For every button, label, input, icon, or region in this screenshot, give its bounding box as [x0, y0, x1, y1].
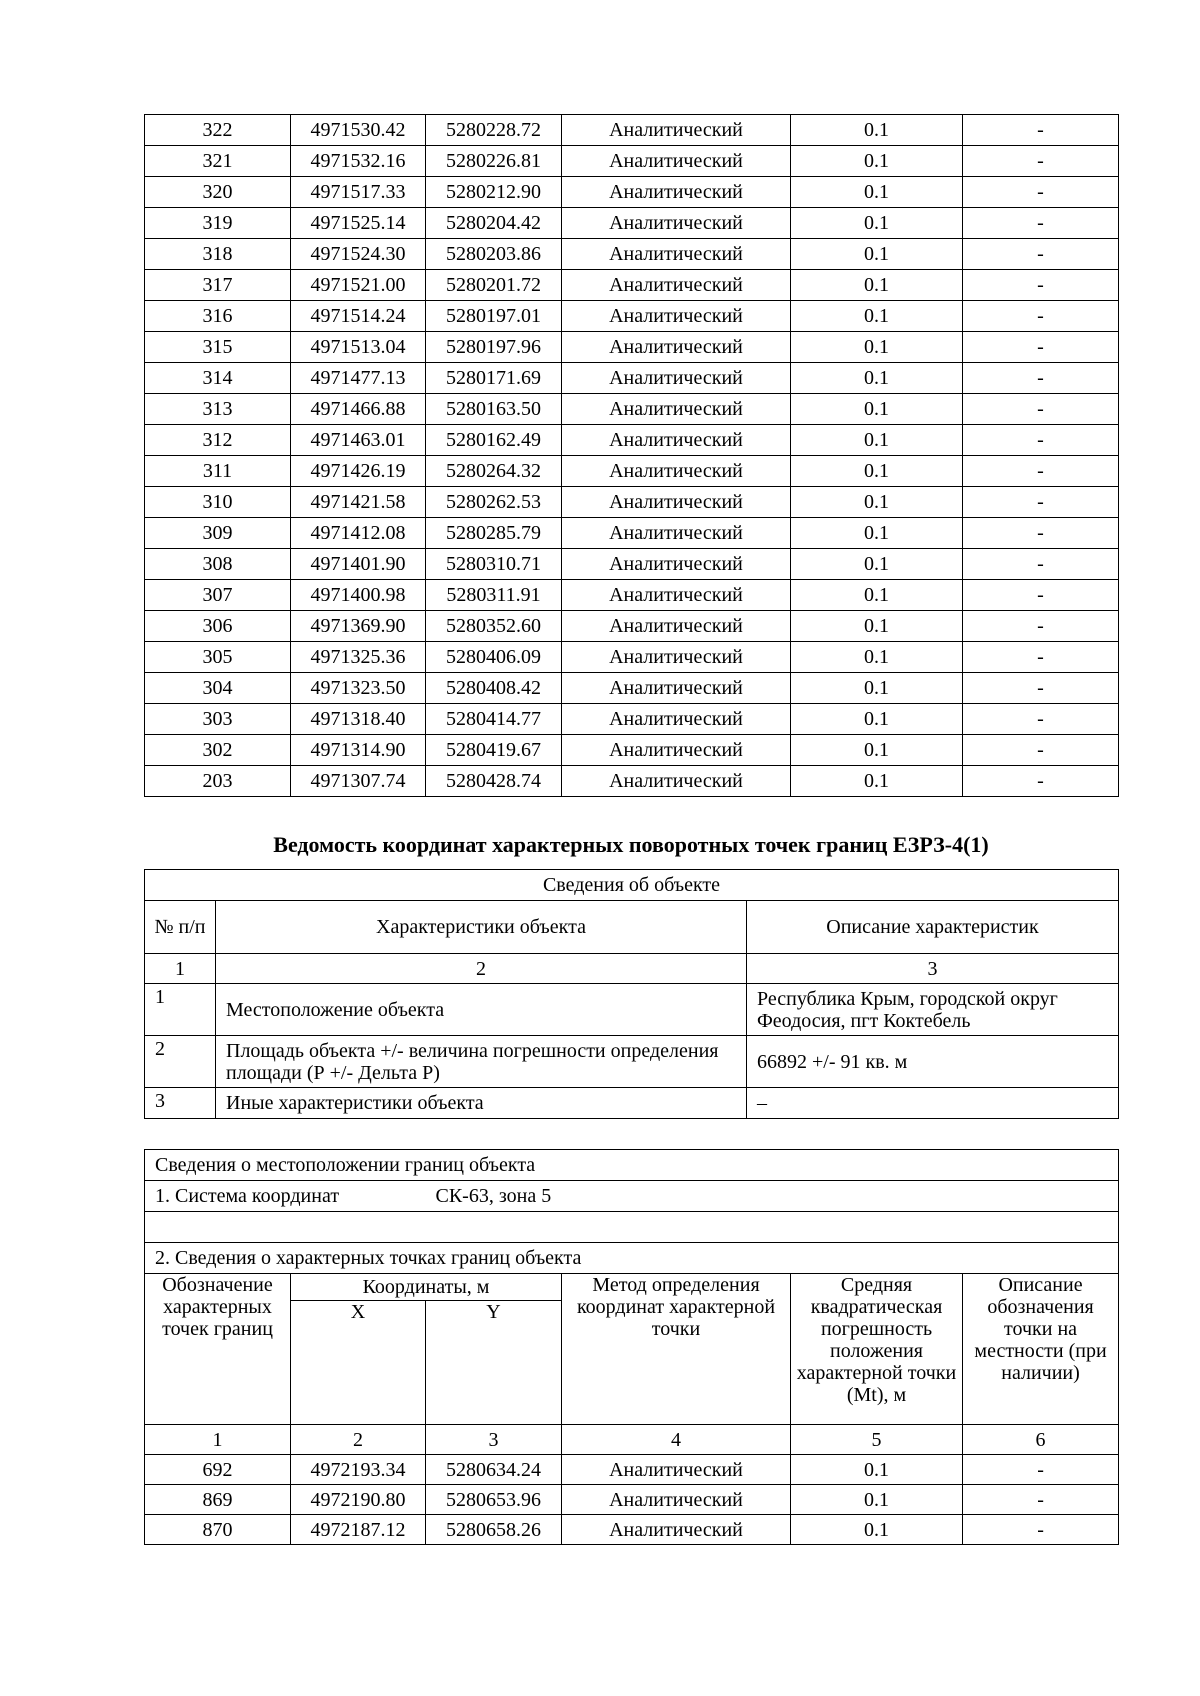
method-cell: Аналитический — [562, 115, 791, 146]
col-header-coordinates: Координаты, м — [291, 1274, 562, 1301]
error-cell: 0.1 — [791, 270, 963, 301]
table-row — [145, 208, 1119, 239]
method-cell: Аналитический — [562, 177, 791, 208]
point-description-cell: - — [963, 549, 1119, 580]
error-cell: 0.1 — [791, 1485, 963, 1515]
point-number-cell: 869 — [145, 1485, 291, 1515]
col-header-point: Обозначение характерных точек границ — [145, 1274, 291, 1425]
col-index: 2 — [291, 1425, 426, 1455]
col-header-y: Y — [426, 1301, 562, 1425]
table-row — [145, 518, 1119, 549]
y-coordinate-cell: 5280197.96 — [426, 332, 562, 363]
x-coordinate-cell: 4972187.12 — [291, 1515, 426, 1545]
object-info-header: Сведения об объекте — [145, 870, 1119, 901]
point-description-cell: - — [963, 704, 1119, 735]
y-coordinate-cell: 5280171.69 — [426, 363, 562, 394]
characteristic-cell: Площадь объекта +/- величина погрешности определения площади (Р +/- Дельта Р) — [216, 1036, 747, 1088]
point-description-cell: - — [963, 611, 1119, 642]
y-coordinate-cell: 5280406.09 — [426, 642, 562, 673]
col-header-error: Средняя квадратическая погрешность положения характерной точки (Mt), м — [791, 1274, 963, 1425]
point-number-cell: 319 — [145, 208, 291, 239]
point-number-cell: 314 — [145, 363, 291, 394]
table-row — [145, 549, 1119, 580]
method-cell: Аналитический — [562, 146, 791, 177]
col-header-characteristics: Характеристики объекта — [216, 901, 747, 954]
points-header: 2. Сведения о характерных точках границ объекта — [145, 1243, 1119, 1274]
method-cell: Аналитический — [562, 580, 791, 611]
characteristic-cell: Иные характеристики объекта — [216, 1088, 747, 1119]
error-cell: 0.1 — [791, 301, 963, 332]
table-row — [145, 487, 1119, 518]
y-coordinate-cell: 5280197.01 — [426, 301, 562, 332]
point-description-cell: - — [963, 270, 1119, 301]
error-cell: 0.1 — [791, 208, 963, 239]
col-header-method: Метод определения координат характерной точки — [562, 1274, 791, 1425]
x-coordinate-cell: 4971524.30 — [291, 239, 426, 270]
error-cell: 0.1 — [791, 766, 963, 797]
error-cell: 0.1 — [791, 456, 963, 487]
point-number-cell: 311 — [145, 456, 291, 487]
point-number-cell: 310 — [145, 487, 291, 518]
col-index: 5 — [791, 1425, 963, 1455]
y-coordinate-cell: 5280310.71 — [426, 549, 562, 580]
point-description-cell: - — [963, 177, 1119, 208]
error-cell: 0.1 — [791, 487, 963, 518]
point-number-cell: 321 — [145, 146, 291, 177]
table-row — [145, 1515, 1119, 1545]
method-cell: Аналитический — [562, 518, 791, 549]
error-cell: 0.1 — [791, 394, 963, 425]
x-coordinate-cell: 4971314.90 — [291, 735, 426, 766]
y-coordinate-cell: 5280419.67 — [426, 735, 562, 766]
table-row — [145, 1485, 1119, 1515]
y-coordinate-cell: 5280408.42 — [426, 673, 562, 704]
x-coordinate-cell: 4971517.33 — [291, 177, 426, 208]
error-cell: 0.1 — [791, 735, 963, 766]
point-description-cell: - — [963, 208, 1119, 239]
x-coordinate-cell: 4971426.19 — [291, 456, 426, 487]
x-coordinate-cell: 4971525.14 — [291, 208, 426, 239]
empty-row — [145, 1212, 1119, 1243]
error-cell: 0.1 — [791, 177, 963, 208]
method-cell: Аналитический — [562, 549, 791, 580]
method-cell: Аналитический — [562, 363, 791, 394]
error-cell: 0.1 — [791, 239, 963, 270]
point-description-cell: - — [963, 766, 1119, 797]
point-number-cell: 203 — [145, 766, 291, 797]
point-description-cell: - — [963, 1515, 1119, 1545]
col-header-x: X — [291, 1301, 426, 1425]
error-cell: 0.1 — [791, 549, 963, 580]
method-cell: Аналитический — [562, 239, 791, 270]
description-cell: – — [747, 1088, 1119, 1119]
x-coordinate-cell: 4971466.88 — [291, 394, 426, 425]
document-title: Ведомость координат характерных поворотных точек границ ЕЗРЗ-4(1) — [273, 832, 989, 857]
x-coordinate-cell: 4971318.40 — [291, 704, 426, 735]
table-row — [145, 580, 1119, 611]
point-number-cell: 306 — [145, 611, 291, 642]
y-coordinate-cell: 5280428.74 — [426, 766, 562, 797]
point-number-cell: 313 — [145, 394, 291, 425]
table-row — [145, 332, 1119, 363]
point-description-cell: - — [963, 456, 1119, 487]
y-coordinate-cell: 5280203.86 — [426, 239, 562, 270]
y-coordinate-cell: 5280226.81 — [426, 146, 562, 177]
x-coordinate-cell: 4971521.00 — [291, 270, 426, 301]
col-index: 1 — [145, 1425, 291, 1455]
y-coordinate-cell: 5280228.72 — [426, 115, 562, 146]
error-cell: 0.1 — [791, 146, 963, 177]
point-description-cell: - — [963, 487, 1119, 518]
point-description-cell: - — [963, 425, 1119, 456]
row-number: 2 — [145, 1036, 216, 1088]
point-number-cell: 302 — [145, 735, 291, 766]
point-number-cell: 303 — [145, 704, 291, 735]
y-coordinate-cell: 5280414.77 — [426, 704, 562, 735]
y-coordinate-cell: 5280285.79 — [426, 518, 562, 549]
point-number-cell: 315 — [145, 332, 291, 363]
table-row — [145, 611, 1119, 642]
y-coordinate-cell: 5280634.24 — [426, 1455, 562, 1485]
description-cell: Республика Крым, городской округ Феодосия, пгт Коктебель — [747, 984, 1119, 1036]
method-cell: Аналитический — [562, 270, 791, 301]
point-number-cell: 304 — [145, 673, 291, 704]
col-index: 1 — [145, 954, 216, 984]
error-cell: 0.1 — [791, 1455, 963, 1485]
row-number: 3 — [145, 1088, 216, 1119]
table-row — [145, 363, 1119, 394]
method-cell: Аналитический — [562, 1455, 791, 1485]
error-cell: 0.1 — [791, 704, 963, 735]
x-coordinate-cell: 4971477.13 — [291, 363, 426, 394]
y-coordinate-cell: 5280264.32 — [426, 456, 562, 487]
method-cell: Аналитический — [562, 766, 791, 797]
method-cell: Аналитический — [562, 611, 791, 642]
method-cell: Аналитический — [562, 704, 791, 735]
method-cell: Аналитический — [562, 673, 791, 704]
table-row — [145, 766, 1119, 797]
coordinates-table-body — [145, 115, 1119, 797]
coordinate-system-label: 1. Система координат — [145, 1181, 426, 1212]
table-row — [145, 394, 1119, 425]
table-row — [145, 673, 1119, 704]
table-row — [145, 1455, 1119, 1485]
point-description-cell: - — [963, 580, 1119, 611]
method-cell: Аналитический — [562, 425, 791, 456]
point-number-cell: 318 — [145, 239, 291, 270]
point-description-cell: - — [963, 1485, 1119, 1515]
description-cell: 66892 +/- 91 кв. м — [747, 1036, 1119, 1088]
coordinates-table-continued — [144, 114, 1119, 797]
table-row — [145, 146, 1119, 177]
table-row — [145, 735, 1119, 766]
y-coordinate-cell: 5280658.26 — [426, 1515, 562, 1545]
point-number-cell: 320 — [145, 177, 291, 208]
point-number-cell: 308 — [145, 549, 291, 580]
x-coordinate-cell: 4971532.16 — [291, 146, 426, 177]
y-coordinate-cell: 5280352.60 — [426, 611, 562, 642]
coordinate-system-value: СК-63, зона 5 — [426, 1181, 1119, 1212]
table-row — [145, 704, 1119, 735]
y-coordinate-cell: 5280201.72 — [426, 270, 562, 301]
point-description-cell: - — [963, 239, 1119, 270]
x-coordinate-cell: 4971323.50 — [291, 673, 426, 704]
characteristic-cell: Местоположение объекта — [216, 984, 747, 1036]
point-description-cell: - — [963, 673, 1119, 704]
table-row — [145, 177, 1119, 208]
y-coordinate-cell: 5280653.96 — [426, 1485, 562, 1515]
row-number: 1 — [145, 984, 216, 1036]
method-cell: Аналитический — [562, 642, 791, 673]
point-number-cell: 312 — [145, 425, 291, 456]
method-cell: Аналитический — [562, 208, 791, 239]
y-coordinate-cell: 5280212.90 — [426, 177, 562, 208]
x-coordinate-cell: 4971421.58 — [291, 487, 426, 518]
point-number-cell: 317 — [145, 270, 291, 301]
point-description-cell: - — [963, 518, 1119, 549]
method-cell: Аналитический — [562, 735, 791, 766]
x-coordinate-cell: 4971400.98 — [291, 580, 426, 611]
point-number-cell: 305 — [145, 642, 291, 673]
table-row — [145, 642, 1119, 673]
point-description-cell: - — [963, 115, 1119, 146]
col-index: 4 — [562, 1425, 791, 1455]
col-index: 2 — [216, 954, 747, 984]
method-cell: Аналитический — [562, 1485, 791, 1515]
y-coordinate-cell: 5280204.42 — [426, 208, 562, 239]
x-coordinate-cell: 4971513.04 — [291, 332, 426, 363]
x-coordinate-cell: 4971325.36 — [291, 642, 426, 673]
x-coordinate-cell: 4971401.90 — [291, 549, 426, 580]
point-description-cell: - — [963, 1455, 1119, 1485]
point-number-cell: 692 — [145, 1455, 291, 1485]
point-number-cell: 870 — [145, 1515, 291, 1545]
point-number-cell: 309 — [145, 518, 291, 549]
error-cell: 0.1 — [791, 363, 963, 394]
table-row — [145, 301, 1119, 332]
table-row — [145, 425, 1119, 456]
table-row — [145, 456, 1119, 487]
col-index: 3 — [426, 1425, 562, 1455]
x-coordinate-cell: 4971514.24 — [291, 301, 426, 332]
method-cell: Аналитический — [562, 301, 791, 332]
x-coordinate-cell: 4971369.90 — [291, 611, 426, 642]
boundary-header: Сведения о местоположении границ объекта — [145, 1150, 1119, 1181]
y-coordinate-cell: 5280163.50 — [426, 394, 562, 425]
point-description-cell: - — [963, 394, 1119, 425]
error-cell: 0.1 — [791, 580, 963, 611]
error-cell: 0.1 — [791, 673, 963, 704]
y-coordinate-cell: 5280162.49 — [426, 425, 562, 456]
point-description-cell: - — [963, 735, 1119, 766]
col-header-number: № п/п — [145, 901, 216, 954]
x-coordinate-cell: 4971463.01 — [291, 425, 426, 456]
method-cell: Аналитический — [562, 394, 791, 425]
x-coordinate-cell: 4971530.42 — [291, 115, 426, 146]
error-cell: 0.1 — [791, 518, 963, 549]
x-coordinate-cell: 4972193.34 — [291, 1455, 426, 1485]
boundary-location-table — [144, 1149, 1119, 1545]
table-row — [145, 270, 1119, 301]
method-cell: Аналитический — [562, 1515, 791, 1545]
x-coordinate-cell: 4972190.80 — [291, 1485, 426, 1515]
point-description-cell: - — [963, 146, 1119, 177]
x-coordinate-cell: 4971307.74 — [291, 766, 426, 797]
col-index: 3 — [747, 954, 1119, 984]
point-number-cell: 322 — [145, 115, 291, 146]
y-coordinate-cell: 5280311.91 — [426, 580, 562, 611]
method-cell: Аналитический — [562, 456, 791, 487]
x-coordinate-cell: 4971412.08 — [291, 518, 426, 549]
point-description-cell: - — [963, 332, 1119, 363]
object-info-table — [144, 869, 1119, 1119]
error-cell: 0.1 — [791, 611, 963, 642]
y-coordinate-cell: 5280262.53 — [426, 487, 562, 518]
col-header-description: Описание обозначения точки на местности (при наличии) — [963, 1274, 1119, 1425]
point-number-cell: 316 — [145, 301, 291, 332]
method-cell: Аналитический — [562, 332, 791, 363]
col-index: 6 — [963, 1425, 1119, 1455]
table-row — [145, 115, 1119, 146]
error-cell: 0.1 — [791, 1515, 963, 1545]
point-description-cell: - — [963, 642, 1119, 673]
point-number-cell: 307 — [145, 580, 291, 611]
error-cell: 0.1 — [791, 332, 963, 363]
method-cell: Аналитический — [562, 487, 791, 518]
error-cell: 0.1 — [791, 642, 963, 673]
point-description-cell: - — [963, 301, 1119, 332]
col-header-description: Описание характеристик — [747, 901, 1119, 954]
error-cell: 0.1 — [791, 425, 963, 456]
error-cell: 0.1 — [791, 115, 963, 146]
point-description-cell: - — [963, 363, 1119, 394]
table-row — [145, 239, 1119, 270]
